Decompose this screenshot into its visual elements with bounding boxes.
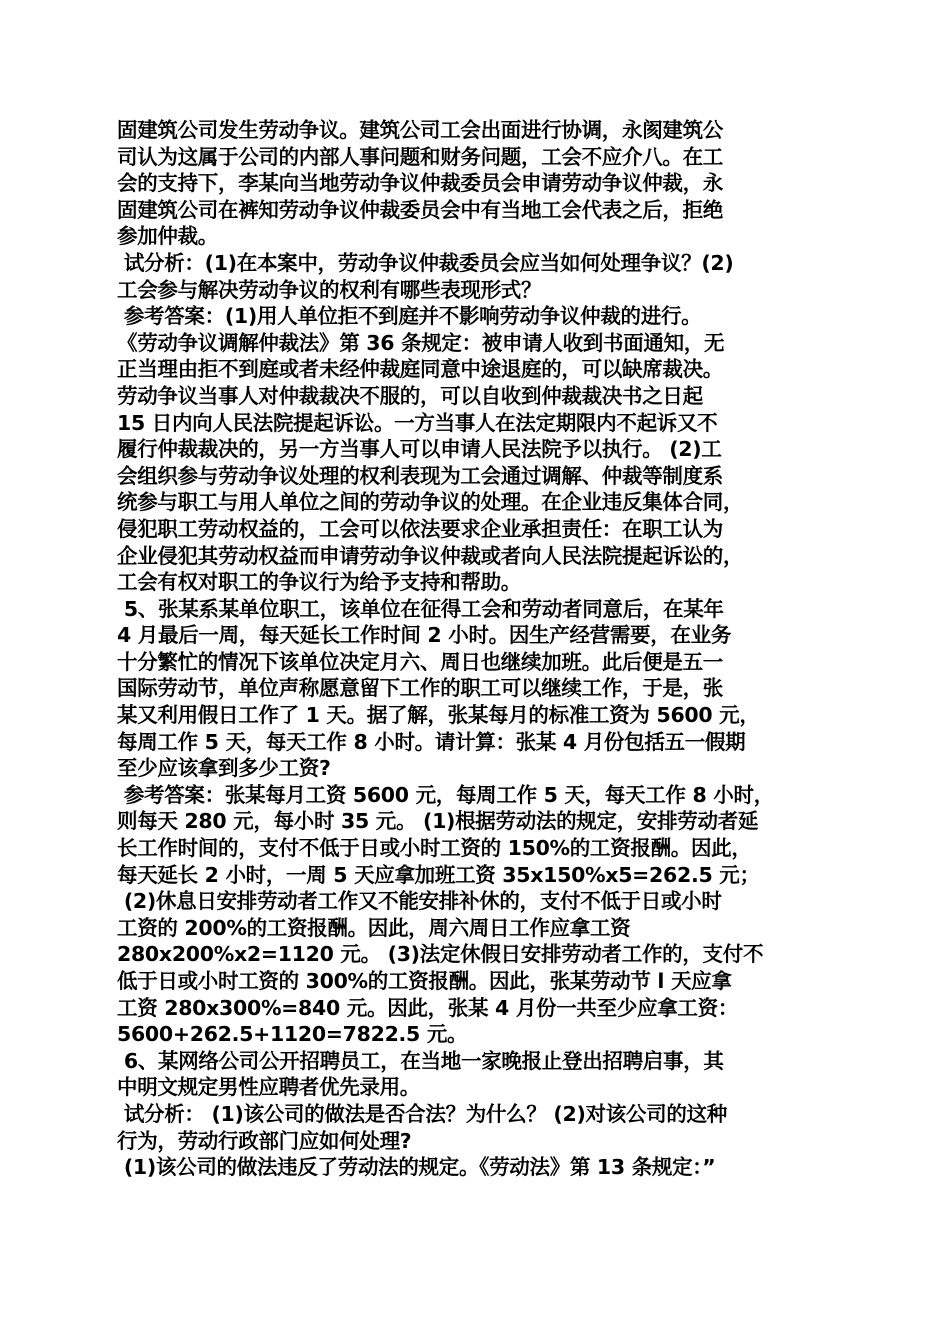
text-line: 行为，劳动行政部门应如何处理?	[117, 1128, 412, 1153]
text-line: 固建筑公司发生劳动争议。建筑公司工会出面进行协调，永阂建筑公	[117, 118, 723, 142]
text-line: 侵犯职工劳动权益的，工会可以依法要求企业承担责任：在职工认为	[117, 516, 723, 541]
text-line: (1)该公司的做法违反了劳动法的规定。《劳动法》第 13 条规定：”	[117, 1155, 716, 1180]
text-line: 5600+262.5+1120=7822.5 元。	[117, 1022, 468, 1047]
text-line: 参考答案：(1)用人单位拒不到庭并不影响劳动争议仲裁的进行。	[117, 304, 702, 329]
text-line: 工资 280x300%=840 元。因此，张某 4 月份一共至少应拿工资：	[117, 995, 739, 1020]
text-line: 会组织参与劳动争议处理的权利表现为工会通过调解、仲裁等制度系	[117, 463, 723, 488]
text-line: 15 日内向人民法院提起诉讼。一方当事人在法定期限内不起诉又不	[117, 410, 718, 435]
text-line: 工会有权对职工的争议行为给予支持和帮助。	[117, 570, 521, 595]
text-line: 《劳动争议调解仲裁法》第 36 条规定：被申请人收到书面通知，无	[117, 330, 725, 355]
text-line: 6、某网络公司公开招聘员工，在当地一家晚报止登出招聘启事，其	[117, 1048, 724, 1073]
text-line: 5、张某系某单位职工，该单位在征得工会和劳动者同意后，在某年	[117, 596, 724, 621]
text-line: 司认为这属于公司的内部人事问题和财务问题，工会不应介八。在工	[117, 144, 723, 169]
text-line: 则每天 280 元，每小时 35 元。 (1)根据劳动法的规定，安排劳动者延	[117, 809, 759, 834]
text-line: 至少应该拿到多少工资?	[117, 756, 331, 781]
text-line: (2)休息日安排劳动者工作又不能安排补休的，支付不低于日或小时	[117, 889, 722, 914]
text-line: 每周工作 5 天，每天工作 8 小时。请计算：张某 4 月份包括五一假期	[117, 729, 746, 754]
text-line: 工会参与解决劳动争议的权利有哪些表现形式？	[117, 277, 542, 302]
text-line: 参加仲裁。	[117, 224, 218, 249]
text-line: 正当理由拒不到庭或者未经仲裁庭同意中途退庭的，可以缺席裁决。	[117, 357, 723, 382]
text-line: 劳动争议当事人对仲裁裁决不服的，可以自收到仲裁裁决书之日起	[117, 383, 703, 408]
text-line: 会的支持下，李某向当地劳动争议仲裁委员会申请劳动争议仲裁，永	[117, 171, 723, 196]
text-line: 长工作时间的，支付不低于日或小时工资的 150%的工资报酬。因此，	[117, 836, 752, 861]
text-line: 国际劳动节，单位声称愿意留下工作的职工可以继续工作，于是，张	[117, 676, 723, 701]
text-line: 十分繁忙的情况下该单位决定月六、周日也继续加班。此后便是五一	[117, 649, 723, 674]
text-line: 4 月最后一周，每天延长工作时间 2 小时。因生产经营需要，在业务	[117, 623, 732, 648]
text-line: 中明文规定男性应聘者优先录用。	[117, 1075, 420, 1100]
text-line: 280x200%x2=1120 元。 (3)法定休假日安排劳动者工作的，支付不	[117, 942, 764, 967]
text-line: 低于日或小时工资的 300%的工资报酬。因此，张某劳动节 l 天应拿	[117, 969, 732, 993]
document-page	[117, 117, 847, 1227]
text-line: 某又利用假日工作了 1 天。据了解，张某每月的标准工资为 5600 元，	[117, 703, 760, 728]
text-line: 企业侵犯其劳动权益而申请劳动争议仲裁或者向人民法院提起诉讼的，	[117, 543, 744, 568]
text-line: 参考答案：张某每月工资 5600 元，每周工作 5 天，每天工作 8 小时，	[117, 782, 774, 807]
text-line: 履行仲裁裁决的，另一方当事人可以申请人民法院予以执行。 (2)工	[117, 437, 722, 462]
text-line: 统参与职工与用人单位之间的劳动争议的处理。在企业违反集体合同，	[117, 490, 744, 515]
text-line: 每天延长 2 小时，一周 5 天应拿加班工资 35x150%x5=262.5 元；	[117, 862, 760, 887]
text-line: 试分析： (1)该公司的做法是否合法？为什么？ (2)对该公司的这种	[117, 1101, 727, 1126]
text-line: 固建筑公司在裤知劳动争议仲裁委员会中有当地工会代表之后，拒绝	[117, 197, 723, 222]
text-line: 工资的 200%的工资报酬。因此，周六周日工作应拿工资	[117, 915, 631, 940]
text-line: 试分析：(1)在本案中，劳动争议仲裁委员会应当如何处理争议？(2)	[117, 250, 734, 275]
